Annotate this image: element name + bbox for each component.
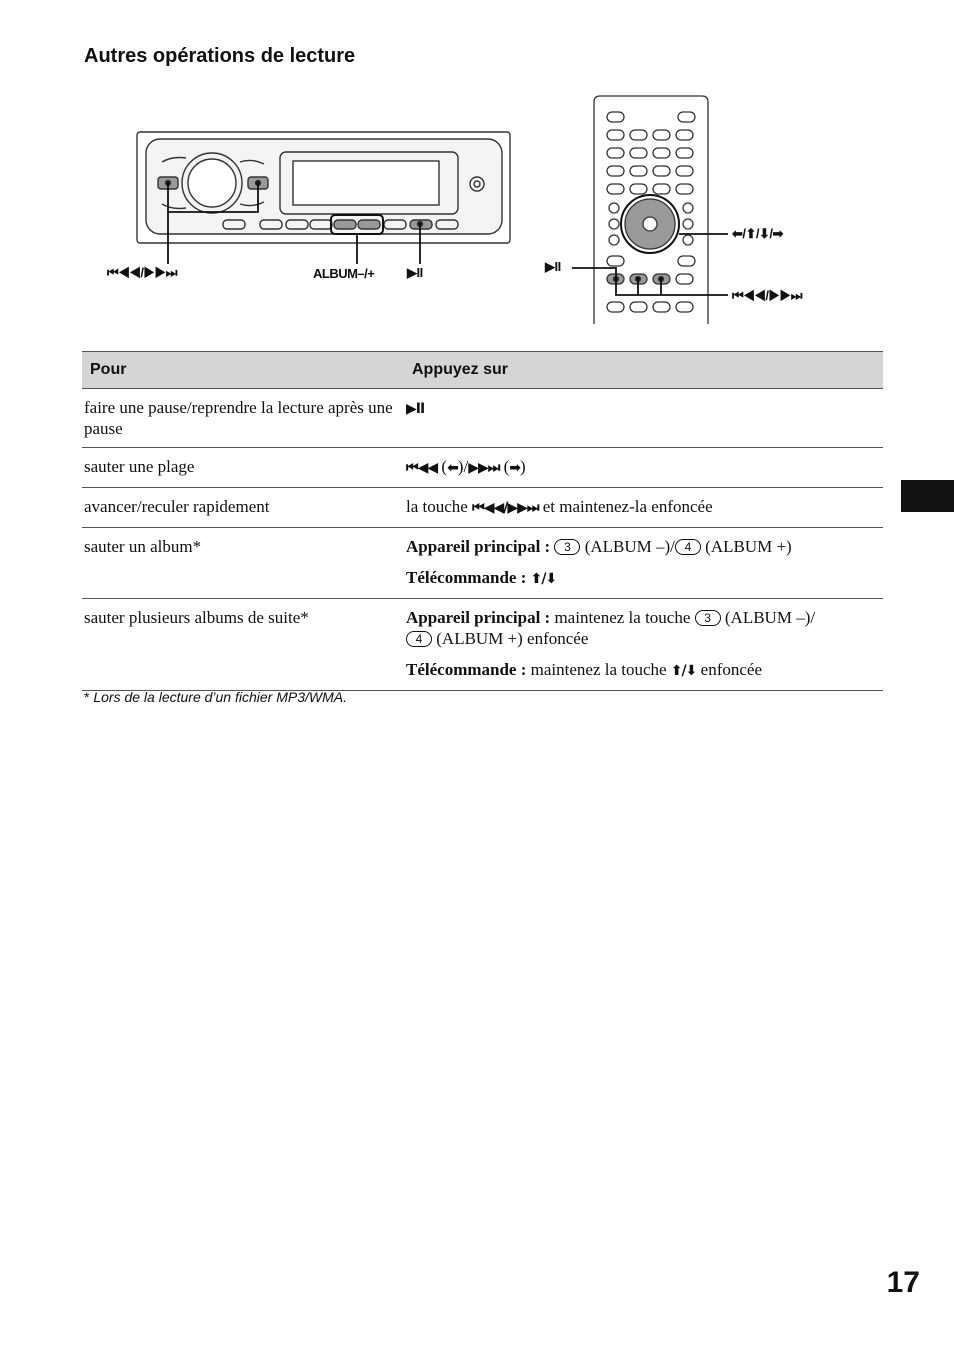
section-heading: Autres opérations de lecture	[84, 45, 356, 67]
prev-next-label-unit: ⏮◀◀/▶▶⏭	[107, 265, 177, 280]
action-text: et maintenez-la enfoncée	[538, 497, 713, 516]
prev-next-label-remote: ⏮◀◀/▶▶⏭	[732, 288, 802, 303]
play-pause-label-unit: ▶II	[407, 265, 423, 280]
unit-instruction	[406, 608, 815, 648]
action-text: enfoncée	[696, 660, 762, 679]
row-purpose: faire une pause/reprendre la lecture après une pause	[82, 389, 402, 448]
up-down-arrow-icon: ⬆/⬇	[530, 571, 557, 587]
album-minus-text: (ALBUM –)/	[584, 537, 675, 556]
paren: (	[499, 457, 510, 476]
play-pause-label-remote: ▶II	[545, 259, 561, 274]
row-action	[402, 528, 883, 599]
arrow-keys-label-remote: ⬅/⬆/⬇/➡	[732, 226, 783, 241]
paren-slash: )/	[457, 457, 469, 476]
album-minus-text: (ALBUM –)/	[720, 608, 816, 627]
row-purpose: avancer/reculer rapidement	[82, 488, 402, 528]
action-text: maintenez la touche	[550, 608, 695, 627]
footnote-mark: *	[84, 689, 90, 705]
row-action	[402, 488, 883, 528]
row-purpose: sauter un album*	[82, 528, 402, 599]
prev-next-icon: ⏮◀◀/▶▶⏭	[472, 500, 539, 516]
row-action	[402, 599, 883, 691]
footnote-text: Lors de la lecture d’un fichier MP3/WMA.	[93, 689, 347, 705]
device-illustration	[100, 92, 880, 324]
remote-drawing	[572, 96, 728, 324]
key-3-icon: 3	[554, 539, 580, 555]
paren: )	[519, 457, 526, 476]
unit-instruction	[406, 537, 792, 556]
table-row	[82, 448, 883, 488]
prev-icon: ⏮◀◀	[406, 460, 438, 476]
page-number: 17	[886, 1266, 920, 1299]
remote-label: Télécommande :	[406, 568, 527, 587]
key-3-icon: 3	[695, 610, 721, 626]
table-row	[82, 488, 883, 528]
table-row	[82, 599, 883, 691]
album-plus-text: (ALBUM +) enfoncée	[432, 629, 589, 648]
header-appuyez-sur: Appuyez sur	[402, 352, 883, 389]
main-unit-drawing	[137, 132, 510, 264]
table-row	[82, 528, 883, 599]
action-text: la touche	[406, 497, 473, 516]
row-purpose: sauter plusieurs albums de suite*	[82, 599, 402, 691]
remote-instruction	[406, 659, 883, 682]
play-pause-icon: ▶II	[406, 401, 425, 417]
album-label-unit: ALBUM–/+	[313, 266, 375, 281]
row-purpose: sauter une plage	[82, 448, 402, 488]
table-header-row	[82, 352, 883, 389]
footnote	[84, 689, 347, 705]
key-4-icon: 4	[406, 631, 432, 647]
right-arrow-icon: ➡	[509, 460, 520, 476]
header-pour: Pour	[82, 352, 402, 389]
row-action	[402, 389, 883, 448]
paren: (	[437, 457, 448, 476]
key-4-icon: 4	[675, 539, 701, 555]
up-down-arrow-icon: ⬆/⬇	[670, 663, 697, 679]
operations-table	[82, 351, 883, 691]
unit-label: Appareil principal :	[406, 537, 551, 556]
left-arrow-icon: ⬅	[447, 460, 458, 476]
unit-label: Appareil principal :	[406, 608, 551, 627]
album-plus-text: (ALBUM +)	[705, 537, 792, 556]
row-action	[402, 448, 883, 488]
next-icon: ▶▶⏭	[468, 460, 500, 476]
section-tab-marker	[901, 480, 954, 512]
remote-instruction	[406, 567, 883, 590]
action-text: maintenez la touche	[526, 660, 671, 679]
remote-label: Télécommande :	[406, 660, 527, 679]
table-row	[82, 389, 883, 448]
